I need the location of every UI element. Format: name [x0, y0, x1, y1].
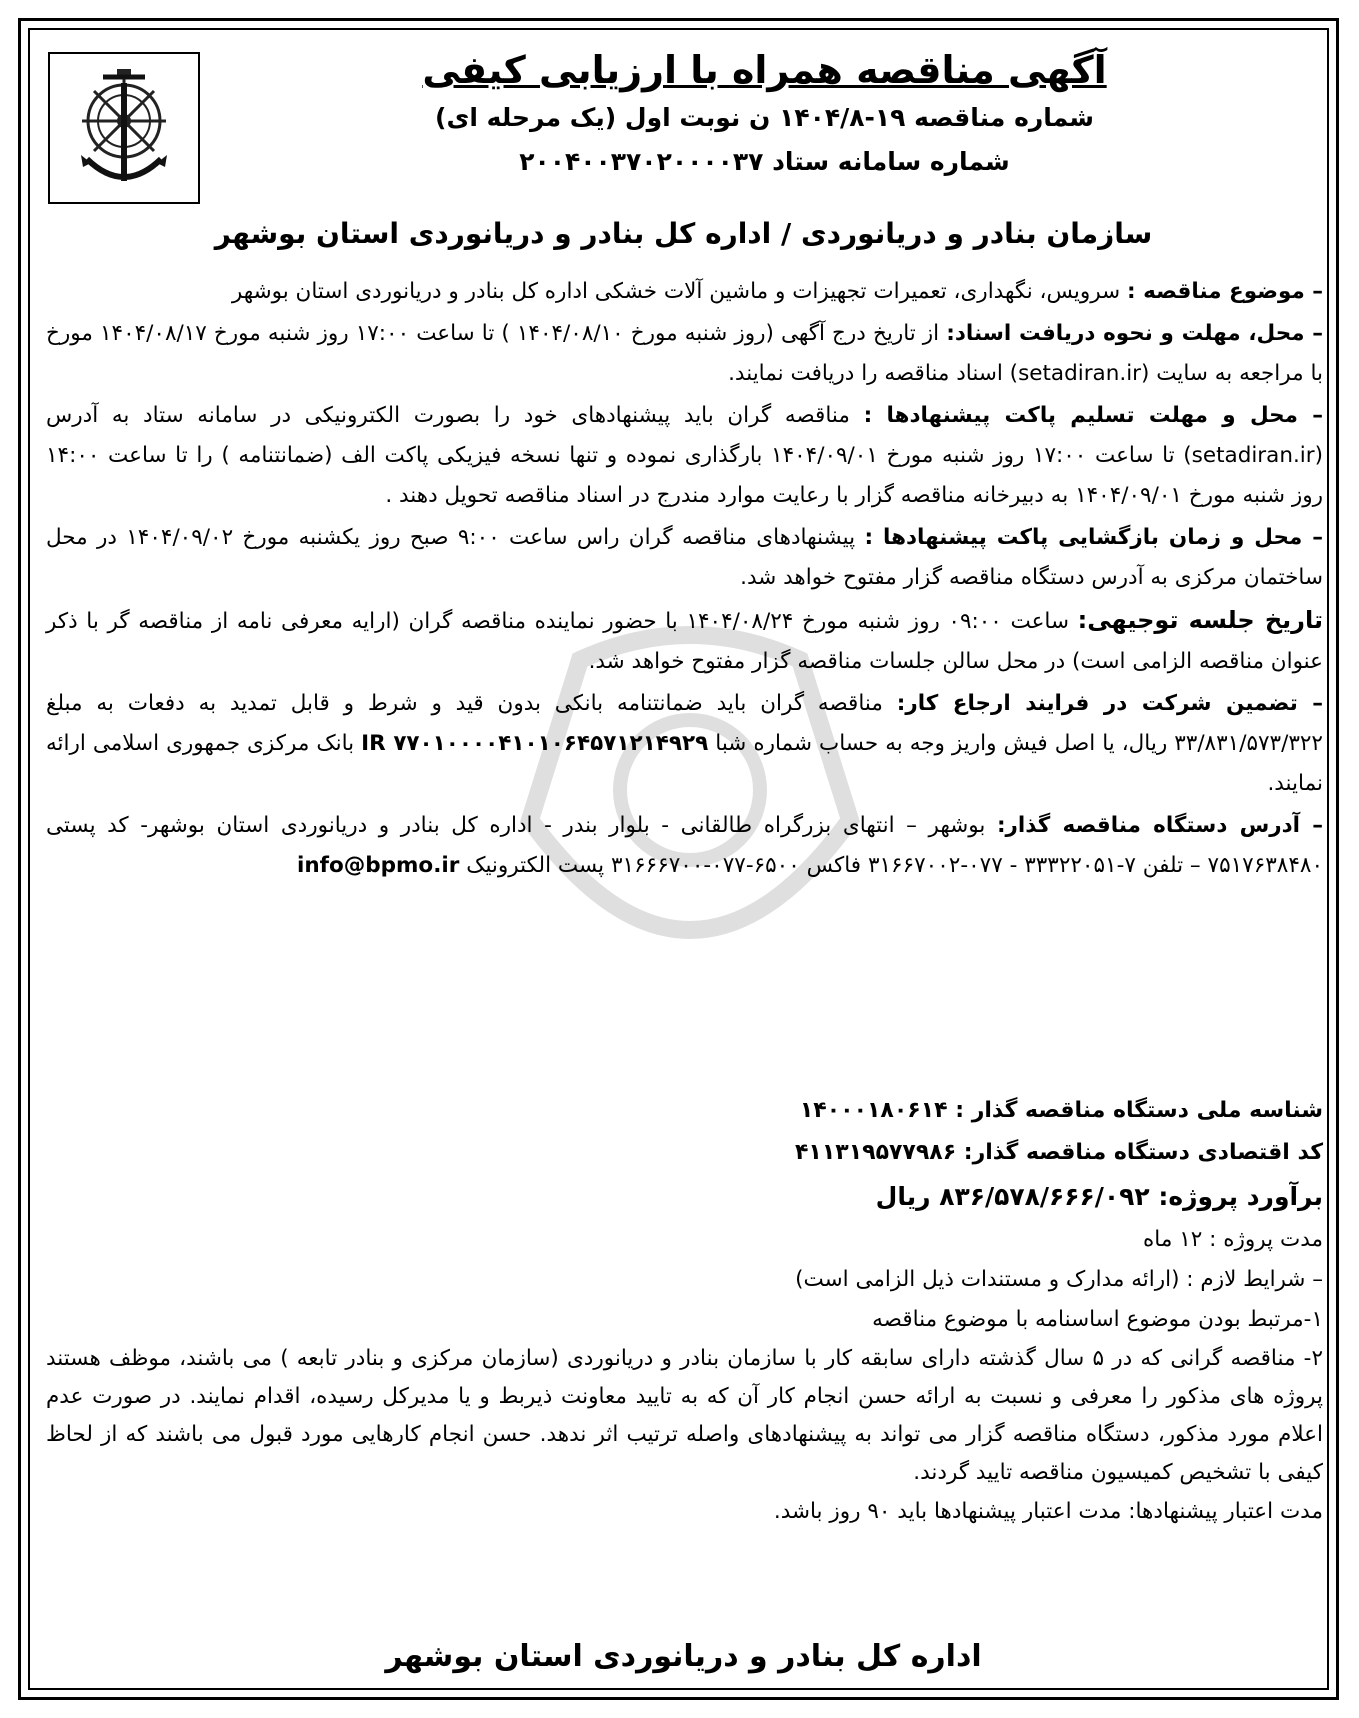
identifiers-block: [46, 1090, 1323, 1532]
address-label: – آدرس دستگاه مناقصه گذار:: [996, 813, 1323, 838]
header: [210, 44, 1319, 184]
briefing-paragraph: [46, 600, 1323, 682]
briefing-text: ساعت ۰۹:۰۰ روز شنبه مورخ ۱۴۰۴/۰۸/۲۴ با حضور نماینده مناقصه گران (ارایه معرفی نامه از مناقصه گر با ذکر عنوان مناقصه الزامی است) در محل سالن جلسات مناقصه گزار مفتوح خواهد شد.: [46, 609, 1323, 674]
notice-body: [46, 272, 1323, 888]
project-estimate: برآورد پروژه: ۸۳۶/۵۷۸/۶۶۶/۰۹۲ ریال: [875, 1182, 1323, 1211]
tender-number: شماره مناقصه ۱۹-۱۴۰۴/۸ ن نوبت اول (یک مرحله ای): [435, 103, 1094, 132]
anchor-wheel-icon: [59, 63, 189, 193]
opening-text: پیشنهادهای مناقصه گران راس ساعت ۹:۰۰ صبح روز یکشنبه مورخ ۱۴۰۴/۰۹/۰۲ در محل ساختمان مرکزی به آدرس دستگاه مناقصه گزار مفتوح خواهد شد.: [46, 525, 1323, 590]
opening-label: – محل و زمان بازگشایی پاکت پیشنهادها :: [864, 525, 1323, 550]
footer-signature: اداره کل بنادر و دریانوردی استان بوشهر: [385, 1639, 982, 1674]
submit-text: مناقصه گران باید پیشنهادهای خود را بصورت الکترونیکی در سامانه ستاد به آدرس (setadiran.ir) تا ساعت ۱۷:۰۰ روز شنبه مورخ ۱۴۰۴/۰۹/۰۱ بارگذاری نموده و تنها نسخه فیزیکی پاکت الف (ضمانتنامه ) را تا ساعت ۱۴:۰۰ روز شنبه مورخ ۱۴۰۴/۰۹/۰۱ به دبیرخانه مناقصه گزار با رعایت موارد مندرج در اسناد مناقصه تحویل دهند .: [46, 403, 1323, 508]
guarantee-label: – تضمین شرکت در فرایند ارجاع کار:: [896, 691, 1324, 716]
subject-text: سرویس، نگهداری، تعمیرات تجهیزات و ماشین آلات خشکی اداره کل بنادر و دریانوردی استان بوشهر: [231, 279, 1121, 304]
condition-2: ۲- مناقصه گرانی که در ۵ سال گذشته دارای سابقه کار با سازمان بنادر و دریانوردی (سازمان مرکزی و بنادر تابعه ) می باشند، موظف هستند پروژه های مذکور را معرفی و نسبت به ارائه حسن انجام کار آن که به تایید معاونت ذیربط و یا مدیرکل رسیده، اقدام نمایند. در صورت عدم اعلام مورد مذکور، دستگاه مناقصه گزار می تواند به پیشنهادهای واصله ترتیب اثر ندهد. حسن انجام کارهایی مورد قبول می باشند که از لحاظ کیفی با تشخیص کمیسیون مناقصه تایید گردند.: [46, 1346, 1323, 1485]
economic-code: کد اقتصادی دستگاه مناقصه گذار: ۴۱۱۳۱۹۵۷۷۹۸۶: [795, 1140, 1323, 1165]
subject-paragraph: [46, 272, 1323, 312]
national-id: شناسه ملی دستگاه مناقصه گذار : ۱۴۰۰۰۱۸۰۶۱۴: [799, 1098, 1323, 1123]
conditions-title: – شرایط لازم : (ارائه مدارک و مستندات ذیل الزامی است): [795, 1267, 1323, 1292]
email-link[interactable]: info@bpmo.ir: [296, 853, 460, 878]
guarantee-paragraph: [46, 684, 1323, 804]
subject-label: – موضوع مناقصه :: [1127, 279, 1323, 304]
organization-name: سازمان بنادر و دریانوردی / اداره کل بنادر و دریانوردی استان بوشهر: [214, 217, 1153, 250]
ports-anchor-logo: [48, 52, 200, 204]
opening-paragraph: [46, 518, 1323, 598]
page-title: آگهی مناقصه همراه با ارزیابی کیفی: [422, 48, 1107, 92]
address-paragraph: [46, 806, 1323, 886]
submit-label: – محل و مهلت تسلیم پاکت پیشنهادها :: [863, 403, 1323, 428]
briefing-label: تاریخ جلسه توجیهی:: [1077, 606, 1324, 634]
docs-text: از تاریخ درج آگهی (روز شنبه مورخ ۱۴۰۴/۰۸/۱۰ ) تا ساعت ۱۷:۰۰ روز شنبه مورخ ۱۴۰۴/۰۸/۱۷ مورخ با مراجعه به سایت (setadiran.ir) اسناد مناقصه را دریافت نمایند.: [46, 321, 1323, 386]
project-duration: مدت پروژه : ۱۲ ماه: [1143, 1227, 1323, 1252]
docs-paragraph: [46, 314, 1323, 394]
submit-paragraph: [46, 396, 1323, 516]
condition-1: ۱-مرتبط بودن موضوع اساسنامه با موضوع مناقصه: [872, 1307, 1323, 1332]
validity: مدت اعتبار پیشنهادها: مدت اعتبار پیشنهادها باید ۹۰ روز باشد.: [773, 1499, 1323, 1524]
setad-number: شماره سامانه ستاد ۲۰۰۴۰۰۳۷۰۲۰۰۰۰۳۷: [519, 147, 1010, 176]
guarantee-iban: IR ۷۷۰۱۰۰۰۰۴۱۰۱۰۶۴۵۷۱۲۱۴۹۲۹: [361, 731, 709, 756]
docs-label: – محل، مهلت و نحوه دریافت اسناد:: [946, 321, 1324, 346]
guarantee-text-2: بانک مرکزی جمهوری اسلامی ارائه نمایند.: [46, 731, 1323, 796]
address-text: بوشهر – انتهای بزرگراه طالقانی - بلوار بندر - اداره کل بنادر و دریانوردی استان بوشهر- کد پستی ۷۵۱۷۶۳۸۴۸۰ – تلفن ۷-۳۳۳۲۲۰۵۱ - ۰۷۷-۳۱۶۶۷۰۰۲ فاکس ۶۵۰۰-۰۷۷-۳۱۶۶۶۷۰۰ پست الکترونیک: [46, 813, 1323, 878]
guarantee-text-1: مناقصه گران باید ضمانتنامه بانکی بدون قید و شرط و قابل تمدید به دفعات به مبلغ ۳۳/۸۳۱/۵۷۳/۳۲۲ ریال، یا اصل فیش واریز وجه به حساب شماره شبا: [46, 691, 1323, 756]
